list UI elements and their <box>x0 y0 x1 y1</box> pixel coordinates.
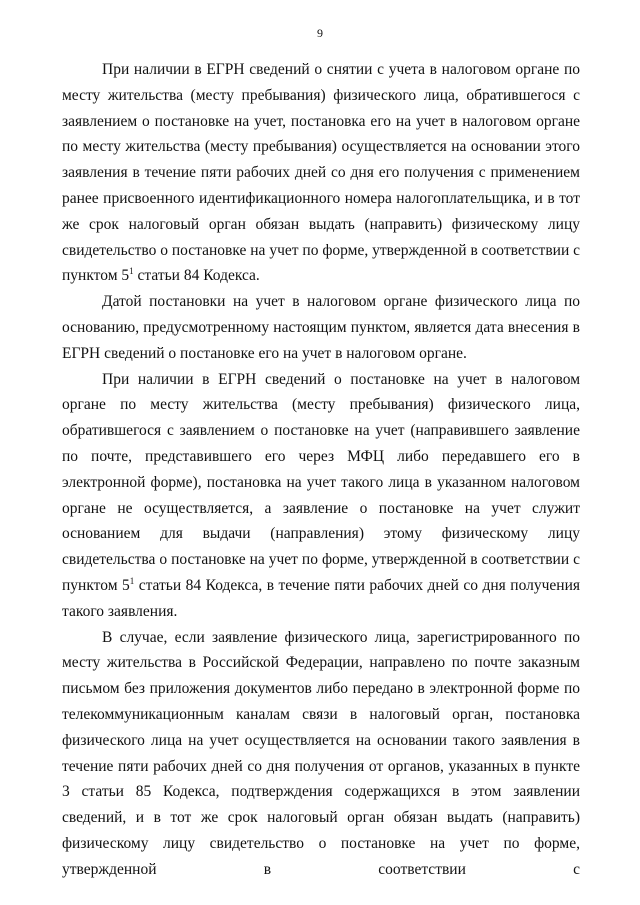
paragraph-3 <box>62 367 580 625</box>
paragraph-text: Датой постановки на учет в налоговом органе физического лица по основанию, предусмотренному настоящим пунктом, является дата внесения в ЕГРН сведений о постановке его на учет в налоговом органе. <box>62 293 580 362</box>
paragraph-4 <box>62 625 580 883</box>
page-number: 9 <box>317 26 323 40</box>
paragraph-text: статьи 84 Кодекса. <box>133 267 260 285</box>
paragraph-text: статьи 84 Кодекса, в течение пяти рабочих дней со дня получения такого заявления. <box>62 576 580 620</box>
paragraph-text: При наличии в ЕГРН сведений о постановке на учет в налоговом органе по месту жительства (месту пребывания) физического лица, обратившегося с заявлением о постановке на учет (направившего заявление по почте, представившего его через МФЦ либо передавшего его в электронной форме), постановка на учет такого лица в указанном налоговом органе не осуществляется, а заявление о постановке на учет служит основанием для выдачи (направления) этому физическому лицу свидетельства о постановке на учет по форме, утвержденной в соответствии с пунктом 5 <box>62 370 580 594</box>
document-body <box>62 57 580 883</box>
paragraph-1 <box>62 57 580 289</box>
paragraph-text: При наличии в ЕГРН сведений о снятии с учета в налоговом органе по месту жительства (месту пребывания) физического лица, обратившегося с заявлением о постановке на учет, постановка его на учет в налоговом органе по месту жительства (месту пребывания) осуществляется на основании этого заявления в течение пяти рабочих дней со дня его получения с применением ранее присвоенного идентификационного номера налогоплательщика, и в тот же срок налоговый орган обязан выдать (направить) физическому лицу свидетельство о постановке на учет по форме, утвержденной в соответствии с пунктом 5 <box>62 61 580 285</box>
superscript: 1 <box>129 266 134 277</box>
superscript: 1 <box>129 575 135 586</box>
paragraph-text: В случае, если заявление физического лица, зарегистрированного по месту жительства в Российской Федерации, направлено по почте заказным письмом без приложения документов либо передано в электронной форме по телекоммуникационным каналам связи в налоговый орган, постановка физического лица на учет осуществляется на основании такого заявления в течение пяти рабочих дней со дня получения от органов, указанных в пункте 3 статьи 85 Кодекса, подтверждения содержащихся в этом заявлении сведений, и в тот же срок налоговый орган обязан выдать (направить) физическому лицу свидетельство о постановке на учет по форме, утвержденной в соответствии с <box>62 628 580 878</box>
paragraph-2 <box>62 289 580 366</box>
